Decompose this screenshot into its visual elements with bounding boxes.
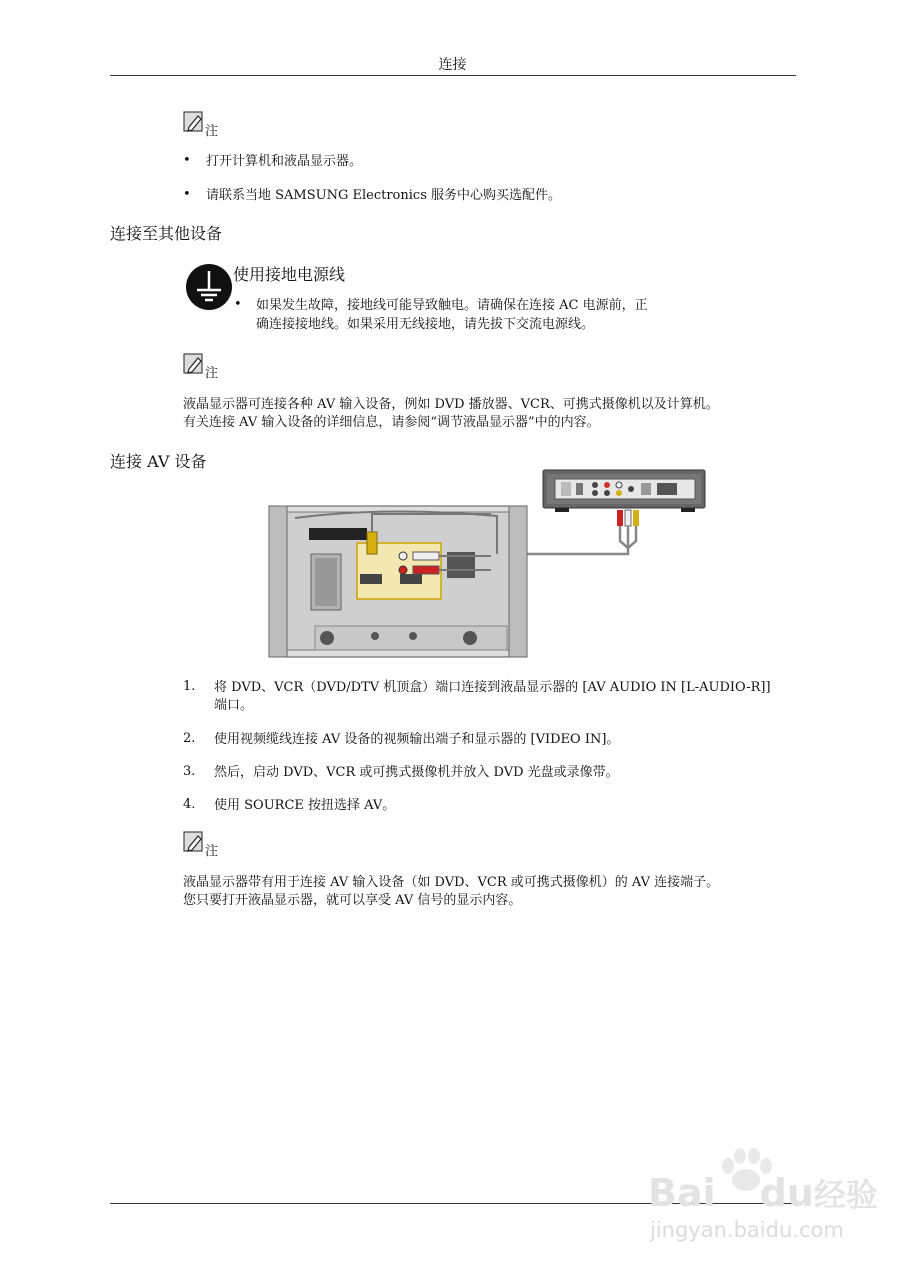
step-1-line2: 端口。 [214,698,254,713]
ground-title: 使用接地电源线 [233,265,346,284]
note-label: 注 [205,844,219,859]
bullet-text-1: 打开计算机和液晶显示器。 [206,154,363,169]
note-pencil-icon [183,831,205,853]
bullet-dot: • [234,297,242,312]
note-pencil-icon [183,353,205,375]
ground-text-line1: 如果发生故障，接地线可能导致触电。请确保在连接 AC 电源前，正 [256,298,648,313]
bullet-text-2: 请联系当地 SAMSUNG Electronics 服务中心购买选配件。 [206,188,561,203]
step-number: 1. [183,679,196,694]
note3-text-line2: 您只要打开液晶显示器，就可以享受 AV 信号的显示内容。 [183,893,522,908]
note-text-line2: 有关连接 AV 输入设备的详细信息，请参阅“调节液晶显示器”中的内容。 [183,415,600,430]
watermark-brand-cn: 经验 [813,1176,878,1214]
section-heading-av: 连接 AV 设备 [110,452,207,471]
watermark-url: jingyan.baidu.com [650,1218,844,1242]
section-heading-other-devices: 连接至其他设备 [110,224,223,243]
monitor-back-illustration [269,506,527,657]
watermark-brand-bai: Bai [648,1171,716,1215]
note-label: 注 [205,366,219,381]
step-4-text: 使用 SOURCE 按扭选择 AV。 [214,798,396,813]
bullet-dot: • [183,153,191,168]
watermark-brand [648,1170,878,1216]
step-1-line1: 将 DVD、VCR（DVD/DTV 机顶盒）端口连接到液晶显示器的 [AV AUDIO IN [L-AUDIO-R]] [214,680,771,695]
note-label: 注 [205,124,219,139]
ground-text-line2: 确连接接地线。如果采用无线接地，请先拔下交流电源线。 [256,317,595,332]
note-pencil-icon [183,111,205,133]
note3-text-line1: 液晶显示器带有用于连接 AV 输入设备（如 DVD、VCR 或可携式摄像机）的 AV 连接端子。 [183,875,720,890]
step-number: 3. [183,764,196,779]
ground-icon [185,262,235,312]
step-number: 4. [183,797,196,812]
step-2-text: 使用视频缆线连接 AV 设备的视频输出端子和显示器的 [VIDEO IN]。 [214,732,620,747]
step-3-text: 然后，启动 DVD、VCR 或可携式摄像机并放入 DVD 光盘或录像带。 [214,765,619,780]
page-header-title: 连接 [438,57,467,73]
av-connection-diagram [265,466,715,661]
header-rule [110,75,796,76]
step-number: 2. [183,731,196,746]
bullet-dot: • [183,187,191,202]
note-text-line1: 液晶显示器可连接各种 AV 输入设备，例如 DVD 播放器、VCR、可携式摄像机以及计算机。 [183,397,719,412]
dvd-player-illustration [543,470,705,512]
watermark-brand-du: du [759,1171,814,1215]
